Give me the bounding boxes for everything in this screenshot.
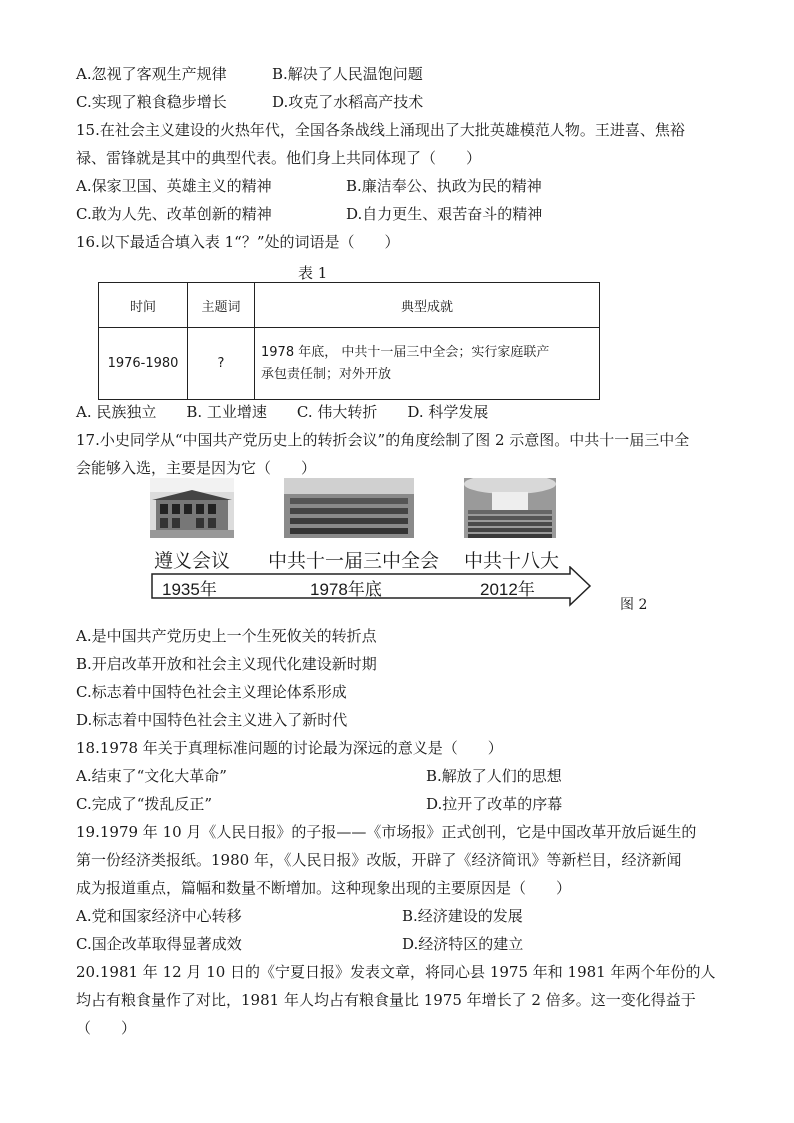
q20-stem-line3: （ ） xyxy=(76,1019,137,1037)
q18-option-c: C.完成了“拨乱反正” xyxy=(76,795,213,813)
third-plenum-photo xyxy=(284,478,414,538)
q19-option-c: C.国企改革取得显著成效 xyxy=(76,935,242,953)
figure-caption: 图 2 xyxy=(620,597,648,613)
q15-stem-line1: 15.在社会主义建设的火热年代，全国各条战线上涌现出了大批英雄模范人物。王进喜、焦裕 xyxy=(76,121,685,139)
q20-stem-line2: 均占有粮食量作了对比，1981 年人均占有粮食量比 1975 年增长了 2 倍多。这一变化得益于 xyxy=(76,991,696,1009)
q17-option-b: B.开启改革开放和社会主义现代化建设新时期 xyxy=(76,655,377,673)
q16-stem: 16.以下最适合填入表 1“？”处的词语是（ ） xyxy=(76,233,400,251)
table-1 xyxy=(98,282,600,400)
table-header-theme: 主题词 xyxy=(188,283,255,328)
q18-stem: 18.1978 年关于真理标准问题的讨论最为深远的意义是（ ） xyxy=(76,739,503,757)
table-caption: 表 1 xyxy=(298,264,328,282)
q17-option-d: D.标志着中国特色社会主义进入了新时代 xyxy=(76,711,348,729)
q19-stem-line3: 成为报道重点，篇幅和数量不断增加。这种现象出现的主要原因是（ ） xyxy=(76,879,572,897)
q14-option-b: B.解决了人民温饱问题 xyxy=(272,65,423,83)
q18-option-d: D.拉开了改革的序幕 xyxy=(426,795,563,813)
figure-2 xyxy=(150,478,650,608)
year-label-1978: 1978年底 xyxy=(310,580,382,599)
table-header-time: 时间 xyxy=(99,283,188,328)
q17-stem-line2: 会能够入选，主要是因为它（ ） xyxy=(76,459,317,477)
q18-option-a: A.结束了“文化大革命” xyxy=(76,767,227,785)
figure-label-zunyi: 遵义会议 xyxy=(154,550,231,572)
q18-option-b: B.解放了人们的思想 xyxy=(426,767,562,785)
q19-option-b: B.经济建设的发展 xyxy=(402,907,523,925)
figure-label-third-plenum: 中共十一届三中全会 xyxy=(268,550,440,572)
q16-options: A. 民族独立 B. 工业增速 C. 伟大转折 D. 科学发展 xyxy=(76,403,489,421)
year-label-2012: 2012年 xyxy=(480,580,535,599)
table-cell-theme: ? xyxy=(188,328,255,400)
q15-stem-line2: 禄、雷锋就是其中的典型代表。他们身上共同体现了（ ） xyxy=(76,149,482,167)
figure-label-eighteenth: 中共十八大 xyxy=(464,550,560,572)
q19-option-a: A.党和国家经济中心转移 xyxy=(76,907,242,925)
table-cell-time: 1976-1980 xyxy=(99,328,188,400)
q19-stem-line2: 第一份经济类报纸。1980 年，《人民日报》改版，开辟了《经济简讯》等新栏目，经济新闻 xyxy=(76,851,682,869)
zunyi-building-photo xyxy=(150,478,234,538)
table-header-achievement: 典型成就 xyxy=(255,283,600,328)
q17-option-c: C.标志着中国特色社会主义理论体系形成 xyxy=(76,683,347,701)
table-cell-achievement xyxy=(255,328,600,400)
year-label-1935: 1935年 xyxy=(162,580,217,599)
q19-stem-line1: 19.1979 年 10 月《人民日报》的子报——《市场报》正式创刊，它是中国改革开放后诞生的 xyxy=(76,823,697,841)
q20-stem-line1: 20.1981 年 12 月 10 日的《宁夏日报》发表文章，将同心县 1975 年和 1981 年两个年份的人 xyxy=(76,963,716,981)
q15-option-b: B.廉洁奉公、执政为民的精神 xyxy=(346,177,542,195)
q17-stem-line1: 17.小史同学从“中国共产党历史上的转折会议”的角度绘制了图 2 示意图。中共十一届三中全 xyxy=(76,431,690,449)
table-header-row xyxy=(99,283,600,328)
q15-option-c: C.敢为人先、改革创新的精神 xyxy=(76,205,272,223)
q19-option-d: D.经济特区的建立 xyxy=(402,935,524,953)
eighteenth-congress-photo xyxy=(464,478,556,538)
q15-option-d: D.自力更生、艰苦奋斗的精神 xyxy=(346,205,543,223)
achievement-line1: 1978 年底， 中共十一届三中全会；实行家庭联产 xyxy=(261,344,550,360)
q14-option-d: D.攻克了水稻高产技术 xyxy=(272,93,424,111)
q14-option-a: A.忽视了客观生产规律 xyxy=(76,65,227,83)
q15-option-a: A.保家卫国、英雄主义的精神 xyxy=(76,177,272,195)
achievement-line2: 承包责任制；对外开放 xyxy=(261,366,392,382)
q17-option-a: A.是中国共产党历史上一个生死攸关的转折点 xyxy=(76,627,377,645)
q14-option-c: C.实现了粮食稳步增长 xyxy=(76,93,227,111)
table-row xyxy=(99,328,600,400)
